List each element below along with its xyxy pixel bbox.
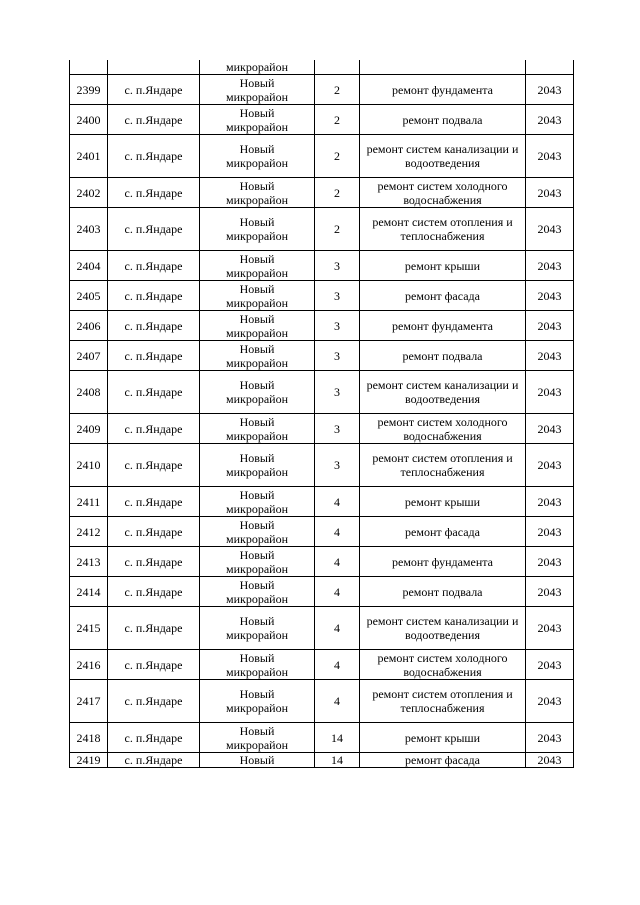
cell-work-type: ремонт фасада bbox=[360, 281, 526, 311]
cell-work-type: ремонт систем канализации и водоотведения bbox=[360, 135, 526, 178]
cell-district: Новый микрорайон bbox=[200, 517, 315, 547]
cell-year: 2043 bbox=[526, 680, 574, 723]
cell-house: 2 bbox=[315, 75, 360, 105]
cell-year: 2043 bbox=[526, 414, 574, 444]
cell-number: 2417 bbox=[70, 680, 108, 723]
cell-house: 3 bbox=[315, 414, 360, 444]
table-row bbox=[70, 414, 574, 444]
cell-number: 2401 bbox=[70, 135, 108, 178]
cell-work-type: ремонт фундамента bbox=[360, 547, 526, 577]
cell-work-type: ремонт фасада bbox=[360, 517, 526, 547]
table-row bbox=[70, 281, 574, 311]
cell-house: 3 bbox=[315, 311, 360, 341]
cell-year: 2043 bbox=[526, 723, 574, 753]
table-row bbox=[70, 105, 574, 135]
cell-year: 2043 bbox=[526, 577, 574, 607]
cell-settlement: с. п.Яндаре bbox=[108, 680, 200, 723]
cell-year: 2043 bbox=[526, 517, 574, 547]
cell-house: 4 bbox=[315, 517, 360, 547]
cell-house: 4 bbox=[315, 487, 360, 517]
cell-settlement: с. п.Яндаре bbox=[108, 753, 200, 768]
cell-number: 2407 bbox=[70, 341, 108, 371]
cell-year bbox=[526, 60, 574, 75]
cell-work-type: ремонт систем отопления и теплоснабжения bbox=[360, 444, 526, 487]
cell-district: Новый микрорайон bbox=[200, 208, 315, 251]
cell-house: 3 bbox=[315, 444, 360, 487]
cell-district: микрорайон bbox=[200, 60, 315, 75]
cell-house: 3 bbox=[315, 341, 360, 371]
cell-year: 2043 bbox=[526, 487, 574, 517]
table-row bbox=[70, 75, 574, 105]
cell-work-type: ремонт систем холодного водоснабжения bbox=[360, 178, 526, 208]
table-row bbox=[70, 178, 574, 208]
cell-district: Новый микрорайон bbox=[200, 75, 315, 105]
cell-district: Новый микрорайон bbox=[200, 547, 315, 577]
cell-settlement: с. п.Яндаре bbox=[108, 208, 200, 251]
cell-house: 2 bbox=[315, 208, 360, 251]
table-row bbox=[70, 251, 574, 281]
cell-settlement: с. п.Яндаре bbox=[108, 281, 200, 311]
cell-work-type: ремонт фундамента bbox=[360, 75, 526, 105]
cell-number: 2413 bbox=[70, 547, 108, 577]
cell-settlement bbox=[108, 60, 200, 75]
cell-year: 2043 bbox=[526, 281, 574, 311]
cell-settlement: с. п.Яндаре bbox=[108, 341, 200, 371]
cell-district: Новый микрорайон bbox=[200, 178, 315, 208]
cell-settlement: с. п.Яндаре bbox=[108, 547, 200, 577]
cell-year: 2043 bbox=[526, 311, 574, 341]
cell-house: 4 bbox=[315, 577, 360, 607]
cell-work-type: ремонт фундамента bbox=[360, 311, 526, 341]
repair-plan-table bbox=[69, 60, 574, 768]
cell-house: 2 bbox=[315, 105, 360, 135]
cell-number: 2416 bbox=[70, 650, 108, 680]
table-row bbox=[70, 547, 574, 577]
cell-work-type: ремонт подвала bbox=[360, 105, 526, 135]
table-row bbox=[70, 487, 574, 517]
cell-year: 2043 bbox=[526, 650, 574, 680]
cell-number: 2408 bbox=[70, 371, 108, 414]
cell-district: Новый микрорайон bbox=[200, 680, 315, 723]
cell-district: Новый микрорайон bbox=[200, 281, 315, 311]
cell-number: 2418 bbox=[70, 723, 108, 753]
table-row bbox=[70, 680, 574, 723]
table-row bbox=[70, 577, 574, 607]
cell-district: Новый микрорайон bbox=[200, 341, 315, 371]
cell-work-type: ремонт систем канализации и водоотведения bbox=[360, 607, 526, 650]
table-row-continued bbox=[70, 60, 574, 75]
cell-house: 4 bbox=[315, 607, 360, 650]
cell-year: 2043 bbox=[526, 341, 574, 371]
cell-work-type bbox=[360, 60, 526, 75]
cell-work-type: ремонт систем холодного водоснабжения bbox=[360, 650, 526, 680]
cell-work-type: ремонт крыши bbox=[360, 487, 526, 517]
cell-work-type: ремонт подвала bbox=[360, 577, 526, 607]
cell-district: Новый микрорайон bbox=[200, 251, 315, 281]
cell-district: Новый микрорайон bbox=[200, 723, 315, 753]
cell-year: 2043 bbox=[526, 105, 574, 135]
table-row bbox=[70, 517, 574, 547]
cell-district: Новый микрорайон bbox=[200, 487, 315, 517]
cell-year: 2043 bbox=[526, 75, 574, 105]
cell-district: Новый микрорайон bbox=[200, 607, 315, 650]
cell-number bbox=[70, 60, 108, 75]
cell-house: 14 bbox=[315, 753, 360, 768]
cell-settlement: с. п.Яндаре bbox=[108, 487, 200, 517]
cell-work-type: ремонт систем отопления и теплоснабжения bbox=[360, 680, 526, 723]
cell-house: 3 bbox=[315, 371, 360, 414]
cell-district: Новый микрорайон bbox=[200, 650, 315, 680]
cell-settlement: с. п.Яндаре bbox=[108, 723, 200, 753]
cell-number: 2406 bbox=[70, 311, 108, 341]
cell-settlement: с. п.Яндаре bbox=[108, 577, 200, 607]
cell-number: 2402 bbox=[70, 178, 108, 208]
cell-number: 2405 bbox=[70, 281, 108, 311]
cell-house: 4 bbox=[315, 547, 360, 577]
cell-house: 2 bbox=[315, 178, 360, 208]
table-row bbox=[70, 135, 574, 178]
table-row bbox=[70, 723, 574, 753]
cell-house: 4 bbox=[315, 680, 360, 723]
table-row bbox=[70, 753, 574, 768]
table-row bbox=[70, 341, 574, 371]
cell-work-type: ремонт систем отопления и теплоснабжения bbox=[360, 208, 526, 251]
cell-house bbox=[315, 60, 360, 75]
table-row bbox=[70, 208, 574, 251]
cell-work-type: ремонт систем канализации и водоотведения bbox=[360, 371, 526, 414]
cell-settlement: с. п.Яндаре bbox=[108, 75, 200, 105]
table-row bbox=[70, 371, 574, 414]
cell-number: 2415 bbox=[70, 607, 108, 650]
cell-settlement: с. п.Яндаре bbox=[108, 178, 200, 208]
cell-number: 2414 bbox=[70, 577, 108, 607]
cell-district: Новый микрорайон bbox=[200, 577, 315, 607]
cell-number: 2419 bbox=[70, 753, 108, 768]
cell-settlement: с. п.Яндаре bbox=[108, 444, 200, 487]
cell-house: 4 bbox=[315, 650, 360, 680]
cell-house: 3 bbox=[315, 251, 360, 281]
cell-number: 2412 bbox=[70, 517, 108, 547]
cell-number: 2410 bbox=[70, 444, 108, 487]
cell-district: Новый микрорайон bbox=[200, 444, 315, 487]
cell-district: Новый микрорайон bbox=[200, 135, 315, 178]
cell-settlement: с. п.Яндаре bbox=[108, 607, 200, 650]
cell-work-type: ремонт крыши bbox=[360, 251, 526, 281]
cell-number: 2409 bbox=[70, 414, 108, 444]
cell-year: 2043 bbox=[526, 547, 574, 577]
cell-year: 2043 bbox=[526, 208, 574, 251]
cell-work-type: ремонт систем холодного водоснабжения bbox=[360, 414, 526, 444]
cell-district: Новый bbox=[200, 753, 315, 768]
cell-settlement: с. п.Яндаре bbox=[108, 517, 200, 547]
cell-work-type: ремонт подвала bbox=[360, 341, 526, 371]
cell-settlement: с. п.Яндаре bbox=[108, 311, 200, 341]
cell-settlement: с. п.Яндаре bbox=[108, 414, 200, 444]
table-row bbox=[70, 444, 574, 487]
table-row bbox=[70, 607, 574, 650]
cell-year: 2043 bbox=[526, 371, 574, 414]
cell-settlement: с. п.Яндаре bbox=[108, 371, 200, 414]
cell-district: Новый микрорайон bbox=[200, 105, 315, 135]
cell-year: 2043 bbox=[526, 251, 574, 281]
cell-work-type: ремонт крыши bbox=[360, 723, 526, 753]
cell-house: 3 bbox=[315, 281, 360, 311]
cell-number: 2411 bbox=[70, 487, 108, 517]
cell-settlement: с. п.Яндаре bbox=[108, 650, 200, 680]
cell-district: Новый микрорайон bbox=[200, 371, 315, 414]
cell-year: 2043 bbox=[526, 753, 574, 768]
cell-year: 2043 bbox=[526, 607, 574, 650]
cell-house: 14 bbox=[315, 723, 360, 753]
cell-year: 2043 bbox=[526, 135, 574, 178]
cell-district: Новый микрорайон bbox=[200, 414, 315, 444]
cell-number: 2403 bbox=[70, 208, 108, 251]
cell-number: 2400 bbox=[70, 105, 108, 135]
cell-work-type: ремонт фасада bbox=[360, 753, 526, 768]
cell-number: 2404 bbox=[70, 251, 108, 281]
table-row bbox=[70, 650, 574, 680]
table-row bbox=[70, 311, 574, 341]
cell-district: Новый микрорайон bbox=[200, 311, 315, 341]
cell-number: 2399 bbox=[70, 75, 108, 105]
cell-settlement: с. п.Яндаре bbox=[108, 251, 200, 281]
cell-year: 2043 bbox=[526, 444, 574, 487]
cell-settlement: с. п.Яндаре bbox=[108, 135, 200, 178]
cell-house: 2 bbox=[315, 135, 360, 178]
cell-year: 2043 bbox=[526, 178, 574, 208]
cell-settlement: с. п.Яндаре bbox=[108, 105, 200, 135]
